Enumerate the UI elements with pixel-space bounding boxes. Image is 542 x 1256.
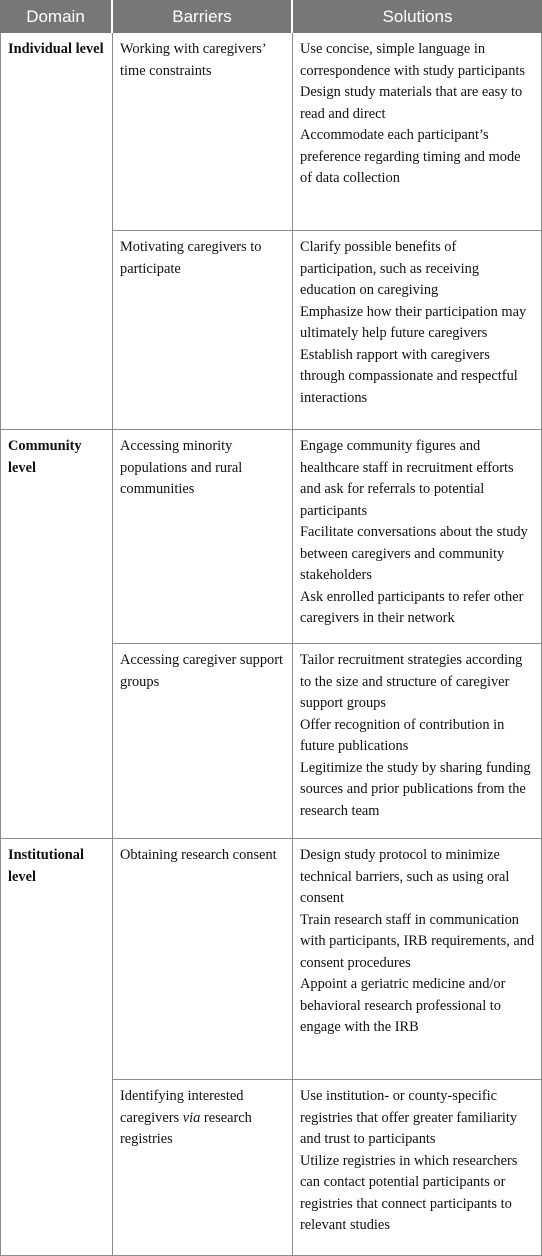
- header-domain: Domain: [0, 0, 111, 33]
- solutions-registries: [293, 1080, 541, 1237]
- solutions-minority-rural: [293, 430, 541, 630]
- barrier-registries-part-1: Identifying interested caregivers: [120, 1088, 244, 1126]
- barrier-registries: [113, 1080, 292, 1151]
- left-border: [0, 33, 1, 1256]
- domain-individual: Individual level: [8, 41, 104, 57]
- solutions-research-consent: [293, 839, 541, 1039]
- solution-item: Train research staff in communication with participants, IRB requirements, and consent procedures: [300, 911, 535, 971]
- domain-institutional: Institutional level: [8, 847, 84, 885]
- solution-item: Emphasize how their participation may ultimately help future caregivers: [300, 303, 527, 341]
- solutions-motivating: [293, 231, 541, 409]
- barrier-support-groups: Accessing caregiver support groups: [120, 652, 284, 690]
- header-barriers: Barriers: [113, 0, 291, 33]
- barrier-registries-italic: via: [182, 1109, 201, 1126]
- solution-item: Legitimize the study by sharing funding sources and prior publications from the research team: [300, 759, 531, 819]
- solution-item: Clarify possible benefits of participation, such as receiving education on caregiving: [300, 239, 480, 298]
- barrier-registries-part-3: research registries: [120, 1109, 252, 1147]
- solution-item: Facilitate conversations about the study between caregivers and community stakeholders: [300, 524, 528, 583]
- solutions-time-constraints: [293, 33, 541, 190]
- barrier-time-constraints: Working with caregivers’ time constraints: [120, 41, 266, 79]
- barrier-minority-rural: Accessing minority populations and rural communities: [120, 438, 243, 497]
- solution-item: Establish rapport with caregivers through compassionate and respectful interactions: [300, 346, 518, 406]
- solution-item: Engage community figures and healthcare staff in recruitment efforts and ask for referrals to potential participants: [300, 438, 514, 519]
- solution-item: Utilize registries in which researchers can contact potential participants or registries that connect participants to relevant studies: [300, 1152, 518, 1233]
- header-solutions: Solutions: [293, 0, 542, 33]
- barrier-research-consent: Obtaining research consent: [120, 847, 277, 863]
- barrier-motivating: Motivating caregivers to participate: [120, 239, 262, 277]
- domain-community: Community level: [8, 438, 82, 476]
- solution-item: Use concise, simple language in correspondence with study participants: [300, 41, 525, 79]
- solution-item: Design study materials that are easy to read and direct: [300, 84, 523, 122]
- solution-item: Design study protocol to minimize technical barriers, such as using oral consent: [300, 847, 510, 906]
- solution-item: Use institution- or county-specific registries that offer greater familiarity and trust to participants: [300, 1088, 518, 1147]
- solution-item: Tailor recruitment strategies according to the size and structure of caregiver support groups: [300, 652, 523, 711]
- solution-item: Appoint a geriatric medicine and/or behavioral research professional to engage with the IRB: [300, 976, 506, 1035]
- solution-item: Accommodate each participant’s preference regarding timing and mode of data collection: [300, 127, 521, 186]
- solutions-support-groups: [293, 644, 541, 822]
- solution-item: Ask enrolled participants to refer other caregivers in their network: [300, 588, 524, 626]
- solution-item: Offer recognition of contribution in future publications: [300, 716, 505, 754]
